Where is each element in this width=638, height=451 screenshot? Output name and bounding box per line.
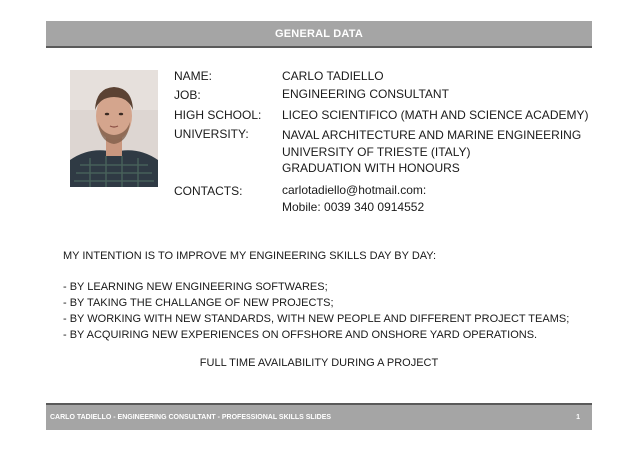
page-number: 1 xyxy=(576,414,580,421)
university-degree: NAVAL ARCHITECTURE AND MARINE ENGINEERING xyxy=(282,128,582,142)
name-value: CARLO TADIELLO xyxy=(282,69,384,83)
intention-statement: MY INTENTION IS TO IMPROVE MY ENGINEERING SKILLS DAY BY DAY: xyxy=(63,250,437,262)
availability-note: FULL TIME AVAILABILITY DURING A PROJECT xyxy=(199,357,439,369)
list-item: - BY ACQUIRING NEW EXPERIENCES ON OFFSHORE AND ONSHORE YARD OPERATIONS. xyxy=(63,329,538,341)
footer-bar xyxy=(46,403,592,430)
name-label: NAME: xyxy=(174,69,213,83)
job-label: JOB: xyxy=(174,88,201,102)
university-label: UNIVERSITY: xyxy=(174,127,249,141)
list-item: - BY WORKING WITH NEW STANDARDS, WITH NEW PEOPLE AND DIFFERENT PROJECT TEAMS; xyxy=(63,313,570,325)
page-title: GENERAL DATA xyxy=(275,27,363,40)
header-bar xyxy=(46,21,592,48)
job-value: ENGINEERING CONSULTANT xyxy=(282,87,449,101)
footer-text: CARLO TADIELLO - ENGINEERING CONSULTANT - PROFESSIONAL SKILLS SLIDES xyxy=(50,414,332,421)
contact-mobile: Mobile: 0039 340 0914552 xyxy=(282,200,425,214)
high-school-label: HIGH SCHOOL: xyxy=(174,108,262,122)
university-graduation: GRADUATION WITH HONOURS xyxy=(282,161,460,175)
high-school-value: LICEO SCIENTIFICO (MATH AND SCIENCE ACADEMY) xyxy=(282,108,589,122)
intention-list xyxy=(63,279,569,343)
list-item: - BY LEARNING NEW ENGINEERING SOFTWARES; xyxy=(63,281,328,293)
profile-photo xyxy=(70,70,158,187)
contact-email: carlotadiello@hotmail.com: xyxy=(282,183,427,197)
university-name: UNIVERSITY OF TRIESTE (ITALY) xyxy=(282,145,471,159)
list-item: - BY TAKING THE CHALLANGE OF NEW PROJECTS; xyxy=(63,297,334,309)
contacts-label: CONTACTS: xyxy=(174,184,243,198)
